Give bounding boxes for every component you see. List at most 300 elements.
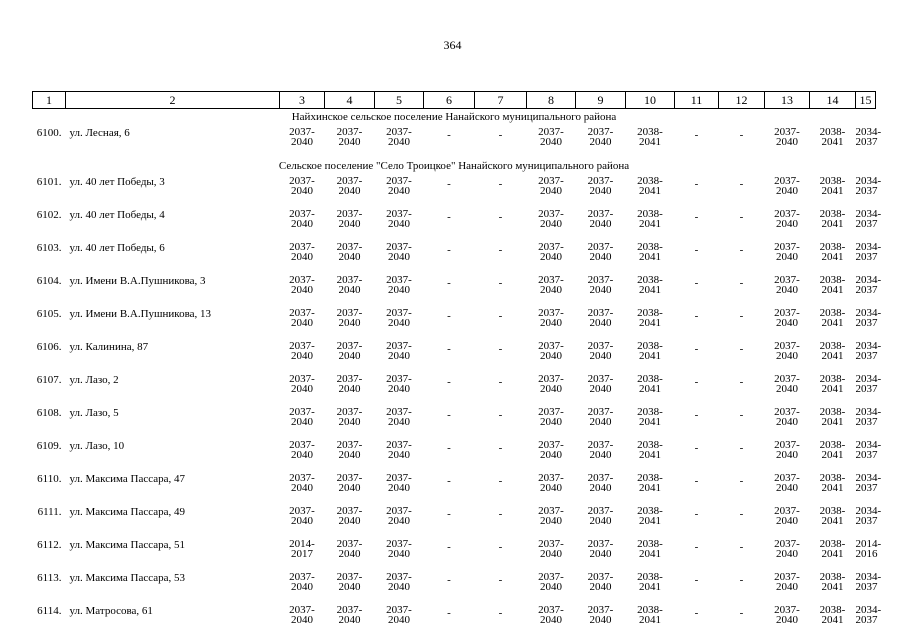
period-start: 2038- [819,505,846,517]
period-end: 2040 [291,383,313,395]
period-end: 2041 [639,317,661,329]
period-cell [527,372,576,405]
period-cell [626,405,675,438]
empty-period-cell [719,537,765,570]
period-cell [626,471,675,504]
period-cell [576,339,626,372]
period-end: 2041 [821,581,844,593]
period-cell [576,174,626,207]
period-start: 2034- [855,241,882,253]
period-start: 2038- [637,126,663,138]
period-end: 2040 [388,482,410,494]
period-start: - [447,442,451,454]
empty-period-cell [475,471,527,504]
period-start: 2037- [587,241,614,253]
period-cell [626,125,675,158]
period-cell [810,504,856,537]
period-end: 2040 [338,218,361,230]
period-start: - [447,475,451,487]
period-end: 2040 [388,317,410,329]
period-end: 2040 [338,284,361,296]
period-cell [375,306,424,339]
period-cell [855,273,882,306]
period-end: 2037 [855,515,878,527]
period-start: 2037- [538,274,564,286]
period-cell [765,504,810,537]
period-cell [325,438,375,471]
period-cell [375,570,424,603]
period-start: - [739,244,744,256]
empty-period-cell [424,306,475,339]
period-end: 2040 [776,581,798,593]
period-cell [576,438,626,471]
period-start: 2037- [538,208,564,220]
period-end: 2040 [776,449,798,461]
period-end: 2040 [291,251,313,263]
period-end: 2040 [291,136,313,148]
period-start: - [694,376,699,388]
row-number: 6100. [36,127,62,139]
period-cell [576,504,626,537]
empty-period-cell [475,603,527,636]
period-cell [765,405,810,438]
period-start: 2037- [774,274,800,286]
period-cell [576,372,626,405]
period-start: 2037- [587,307,614,319]
section-title: Сельское поселение "Село Троицкое" Нанайского муниципального района [278,160,630,172]
period-cell [810,570,856,603]
period-end: 2040 [388,218,410,230]
period-start: 2038- [637,208,663,220]
period-start: 2037- [538,340,564,352]
period-start: 2037- [336,505,363,517]
period-end: 2040 [388,449,410,461]
period-start: 2038- [819,571,846,583]
period-end: 2040 [388,251,410,263]
period-start: - [694,244,699,256]
period-start: 2037- [587,126,614,138]
period-cell [280,339,325,372]
period-end: 2041 [639,416,661,428]
column-header: 15 [856,92,876,109]
period-start: 2037- [336,307,363,319]
period-start: - [498,211,503,223]
period-end: 2040 [540,317,562,329]
period-end: 2041 [639,581,661,593]
period-start: 2038- [819,307,846,319]
address-cell: ул. Имени В.А.Пушникова, 3 [69,275,206,287]
empty-period-cell [475,504,527,537]
period-end: 2040 [540,136,562,148]
period-start: 2037- [538,505,564,517]
period-end: 2040 [540,284,562,296]
period-end: 2040 [540,350,562,362]
period-start: 2037- [587,439,614,451]
period-start: 2037- [538,406,564,418]
period-end: 2041 [639,185,661,197]
period-cell [527,603,576,636]
period-end: 2040 [589,581,612,593]
period-end: 2040 [540,185,562,197]
period-start: 2038- [637,340,663,352]
empty-period-cell [675,537,719,570]
period-end: 2040 [589,284,612,296]
empty-period-cell [675,471,719,504]
period-start: - [739,442,744,454]
period-start: 2037- [587,175,614,187]
table-row [33,240,876,273]
period-cell [765,207,810,240]
period-start: 2037- [587,340,614,352]
period-end: 2041 [821,185,844,197]
period-cell [810,438,856,471]
period-cell [527,570,576,603]
period-end: 2040 [388,383,410,395]
period-start: - [498,178,503,190]
period-end: 2040 [589,383,612,395]
period-end: 2040 [589,482,612,494]
table-body [33,109,882,637]
period-start: - [498,277,503,289]
empty-period-cell [424,125,475,158]
period-start: 2037- [587,406,614,418]
period-end: 2041 [821,251,844,263]
period-start: - [739,376,744,388]
period-cell [527,125,576,158]
table-row [33,306,876,339]
period-end: 2040 [589,218,612,230]
period-cell [855,174,882,207]
period-start: 2037- [774,538,800,550]
period-cell [855,240,882,273]
period-start: - [694,475,699,487]
period-start: 2037- [386,241,412,253]
empty-period-cell [719,570,765,603]
column-header: 6 [424,92,475,109]
row-number: 6101. [36,176,62,188]
empty-period-cell [675,570,719,603]
period-start: 2037- [336,472,363,484]
period-end: 2041 [821,449,844,461]
period-start: 2037- [774,406,800,418]
period-end: 2040 [388,136,410,148]
empty-period-cell [424,504,475,537]
period-end: 2037 [855,350,878,362]
period-start: 2034- [855,439,882,451]
empty-period-cell [675,273,719,306]
empty-period-cell [475,125,527,158]
period-end: 2040 [540,218,562,230]
table-row [33,273,876,306]
empty-period-cell [475,207,527,240]
empty-period-cell [424,273,475,306]
period-end: 2037 [855,136,878,148]
period-cell [280,240,325,273]
period-cell [527,339,576,372]
period-start: 2037- [587,538,614,550]
period-start: - [498,442,503,454]
period-cell [280,125,325,158]
period-start: - [447,178,451,190]
period-cell [325,125,375,158]
period-start: 2037- [538,241,564,253]
period-cell [280,405,325,438]
period-cell [810,603,856,636]
period-start: 2037- [289,241,315,253]
period-end: 2040 [338,251,361,263]
empty-period-cell [424,240,475,273]
period-start: 2014- [855,538,882,550]
section-row [33,158,876,174]
period-start: - [694,574,699,586]
period-start: 2037- [336,340,363,352]
period-start: 2038- [637,505,663,517]
period-start: - [498,574,503,586]
period-end: 2040 [291,515,313,527]
period-end: 2040 [338,317,361,329]
period-end: 2041 [821,416,844,428]
period-start: 2037- [774,175,800,187]
period-start: 2037- [336,406,363,418]
period-cell [280,504,325,537]
empty-period-cell [675,306,719,339]
empty-period-cell [675,240,719,273]
table-row [33,471,876,504]
table-row [33,125,876,158]
period-start: 2034- [855,571,882,583]
empty-period-cell [424,372,475,405]
period-end: 2040 [540,383,562,395]
period-start: - [739,277,744,289]
period-end: 2041 [821,482,844,494]
period-end: 2040 [540,251,562,263]
empty-period-cell [719,471,765,504]
period-start: 2037- [774,472,800,484]
period-end: 2040 [338,449,361,461]
period-end: 2040 [540,482,562,494]
period-start: - [498,129,503,141]
period-start: 2038- [819,406,846,418]
period-cell [280,438,325,471]
period-end: 2040 [338,482,361,494]
period-cell [765,372,810,405]
period-cell [280,471,325,504]
period-end: 2037 [855,218,878,230]
period-start: 2037- [386,373,412,385]
period-end: 2037 [855,251,878,263]
period-start: 2037- [289,505,315,517]
column-header: 3 [280,92,325,109]
period-cell [280,273,325,306]
period-cell [810,273,856,306]
period-cell [576,405,626,438]
period-end: 2041 [639,482,661,494]
period-start: 2037- [538,175,564,187]
period-start: 2037- [774,208,800,220]
empty-period-cell [475,174,527,207]
period-cell [626,339,675,372]
period-cell [855,603,882,636]
period-start: 2037- [289,175,315,187]
period-end: 2040 [540,614,562,626]
period-end: 2040 [291,350,313,362]
period-cell [375,240,424,273]
period-end: 2040 [589,614,612,626]
address-cell: ул. Лесная, 6 [69,127,130,139]
period-end: 2040 [776,548,798,560]
period-cell [375,273,424,306]
period-cell [765,438,810,471]
period-cell [810,240,856,273]
period-start: - [498,541,503,553]
empty-period-cell [675,174,719,207]
period-cell [375,438,424,471]
period-start: 2037- [289,571,315,583]
empty-period-cell [675,504,719,537]
section-title: Найхинское сельское поселение Нанайского муниципального района [291,111,617,123]
period-start: 2037- [336,175,363,187]
empty-period-cell [424,207,475,240]
period-end: 2040 [291,416,313,428]
period-start: - [447,376,451,388]
period-cell [527,306,576,339]
period-start: 2037- [538,373,564,385]
period-start: 2038- [637,175,663,187]
empty-period-cell [719,438,765,471]
period-end: 2040 [540,416,562,428]
period-cell [325,405,375,438]
period-start: 2037- [336,241,363,253]
repair-schedule-table [32,91,882,636]
period-start: 2038- [819,241,846,253]
period-start: - [498,244,503,256]
row-number: 6104. [36,275,62,287]
period-start: 2037- [774,340,800,352]
period-start: - [739,574,744,586]
period-start: 2037- [774,241,800,253]
period-start: 2037- [587,472,614,484]
period-end: 2040 [589,251,612,263]
period-end: 2017 [291,548,313,560]
period-start: 2037- [336,439,363,451]
table-row [33,207,876,240]
period-end: 2040 [540,449,562,461]
empty-period-cell [475,405,527,438]
section-row [33,109,876,126]
address-cell: ул. Максима Пассара, 53 [69,572,186,584]
period-start: 2034- [855,406,882,418]
period-end: 2040 [388,515,410,527]
empty-period-cell [424,438,475,471]
empty-period-cell [475,339,527,372]
period-cell [765,471,810,504]
period-end: 2041 [639,284,661,296]
period-cell [626,438,675,471]
period-end: 2040 [589,416,612,428]
period-start: 2037- [386,538,412,550]
period-end: 2041 [639,218,661,230]
period-cell [855,207,882,240]
period-start: 2038- [819,274,846,286]
period-cell [375,372,424,405]
period-start: 2038- [637,307,663,319]
period-cell [527,240,576,273]
row-number: 6106. [36,341,62,353]
period-cell [280,372,325,405]
empty-period-cell [424,603,475,636]
address-cell: ул. 40 лет Победы, 6 [69,242,165,254]
period-cell [855,306,882,339]
address-cell: ул. Лазо, 5 [69,407,119,419]
period-start: - [498,607,503,619]
period-start: 2037- [774,505,800,517]
address-cell: ул. Лазо, 2 [69,374,119,386]
period-start: - [447,277,451,289]
period-end: 2040 [776,284,798,296]
period-cell [527,273,576,306]
period-start: 2037- [386,571,412,583]
period-cell [855,504,882,537]
period-end: 2040 [776,218,798,230]
period-end: 2041 [821,548,844,560]
period-end: 2040 [589,317,612,329]
period-start: 2034- [855,208,882,220]
period-start: 2037- [774,439,800,451]
period-start: - [447,409,451,421]
period-end: 2040 [540,548,562,560]
period-start: 2037- [336,571,363,583]
period-start: 2037- [587,571,614,583]
period-start: 2038- [819,340,846,352]
period-end: 2040 [388,581,410,593]
period-start: 2037- [289,373,315,385]
period-start: 2037- [774,604,800,616]
period-start: - [447,541,451,553]
row-number: 6107. [36,374,62,386]
period-end: 2040 [338,350,361,362]
period-end: 2040 [776,350,798,362]
period-end: 2041 [639,136,661,148]
empty-period-cell [424,570,475,603]
period-cell [375,603,424,636]
period-end: 2037 [855,416,878,428]
period-cell [576,570,626,603]
period-cell [576,603,626,636]
period-end: 2040 [291,185,313,197]
period-end: 2040 [776,317,798,329]
period-start: 2037- [538,472,564,484]
period-cell [325,570,375,603]
period-start: 2037- [289,604,315,616]
period-cell [626,174,675,207]
period-start: 2037- [336,274,363,286]
row-number: 6105. [36,308,62,320]
period-start: 2038- [819,126,846,138]
period-start: 2037- [336,208,363,220]
period-start: 2037- [386,439,412,451]
column-header: 10 [626,92,675,109]
row-number: 6114. [37,605,62,617]
period-start: - [694,310,699,322]
period-cell [527,438,576,471]
empty-period-cell [675,207,719,240]
period-start: - [694,607,699,619]
period-start: 2037- [336,604,363,616]
column-header: 9 [576,92,626,109]
empty-period-cell [719,207,765,240]
empty-period-cell [675,405,719,438]
period-start: 2037- [774,571,800,583]
